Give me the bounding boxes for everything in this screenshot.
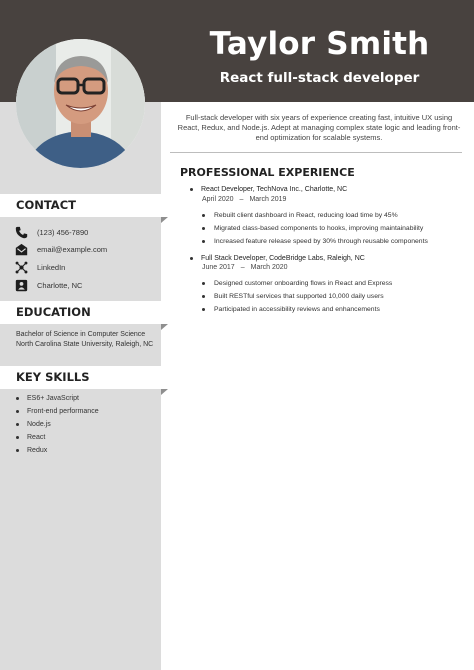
job-heading: Full Stack Developer, CodeBridge Labs, Raleigh, NC bbox=[190, 255, 365, 262]
contact-location bbox=[15, 278, 82, 292]
job-bullet: Rebuilt client dashboard in React, reducing load time by 45% bbox=[202, 212, 398, 219]
location-icon bbox=[15, 279, 28, 292]
contact-phone bbox=[15, 225, 88, 239]
skill-item: ES6+ JavaScript bbox=[16, 395, 79, 402]
skill-item: Redux bbox=[16, 447, 47, 454]
skills-section-header bbox=[0, 366, 168, 389]
skills-title: KEY SKILLS bbox=[16, 370, 90, 384]
job-bullet: Built RESTful services that supported 10,000 daily users bbox=[202, 293, 384, 300]
education-section-header bbox=[0, 301, 168, 324]
job-bullet: Participated in accessibility reviews and enhancements bbox=[202, 306, 380, 313]
candidate-name: Taylor Smith bbox=[209, 26, 430, 62]
job-bullet: Migrated class-based components to hooks, improving maintainability bbox=[202, 225, 423, 232]
contact-section-header bbox=[0, 194, 168, 217]
phone-icon bbox=[15, 226, 28, 239]
contact-linkedin-text: LinkedIn bbox=[37, 262, 66, 272]
candidate-role: React full-stack developer bbox=[219, 70, 420, 86]
ribbon-fold bbox=[161, 217, 168, 223]
job-heading: React Developer, TechNova Inc., Charlotte, NC bbox=[190, 186, 347, 193]
skill-item: Node.js bbox=[16, 421, 51, 428]
ribbon-fold bbox=[161, 389, 168, 395]
ribbon-fold bbox=[161, 324, 168, 330]
contact-email-text: email@example.com bbox=[37, 244, 108, 254]
email-icon bbox=[15, 243, 28, 256]
job-dates: April 2020 – March 2019 bbox=[202, 196, 287, 203]
contact-location-text: Charlotte, NC bbox=[37, 280, 83, 290]
skill-item: React bbox=[16, 434, 45, 441]
job-bullet: Increased feature release speed by 30% through reusable components bbox=[202, 238, 428, 245]
education-title: EDUCATION bbox=[16, 305, 91, 319]
education-text: Bachelor of Science in Computer Science North Carolina State University, Raleigh, NC bbox=[16, 331, 154, 348]
experience-title: PROFESSIONAL EXPERIENCE bbox=[180, 166, 355, 179]
network-icon bbox=[15, 261, 28, 274]
job-bullet: Designed customer onboarding flows in React and Express bbox=[202, 280, 392, 287]
skill-item: Front-end performance bbox=[16, 408, 99, 415]
job-dates: June 2017 – March 2020 bbox=[202, 264, 288, 271]
section-divider bbox=[170, 152, 462, 153]
profile-photo bbox=[16, 39, 145, 168]
summary-paragraph: Full-stack developer with six years of experience creating fast, intuitive UX using React, Redux, and Node.js. Adept at managing complex state logic and leading front-end optimization for scalable systems. bbox=[177, 113, 461, 143]
contact-linkedin bbox=[15, 260, 65, 274]
contact-phone-text: (123) 456-7890 bbox=[37, 227, 89, 237]
contact-title: CONTACT bbox=[16, 198, 76, 212]
contact-email bbox=[15, 242, 107, 256]
